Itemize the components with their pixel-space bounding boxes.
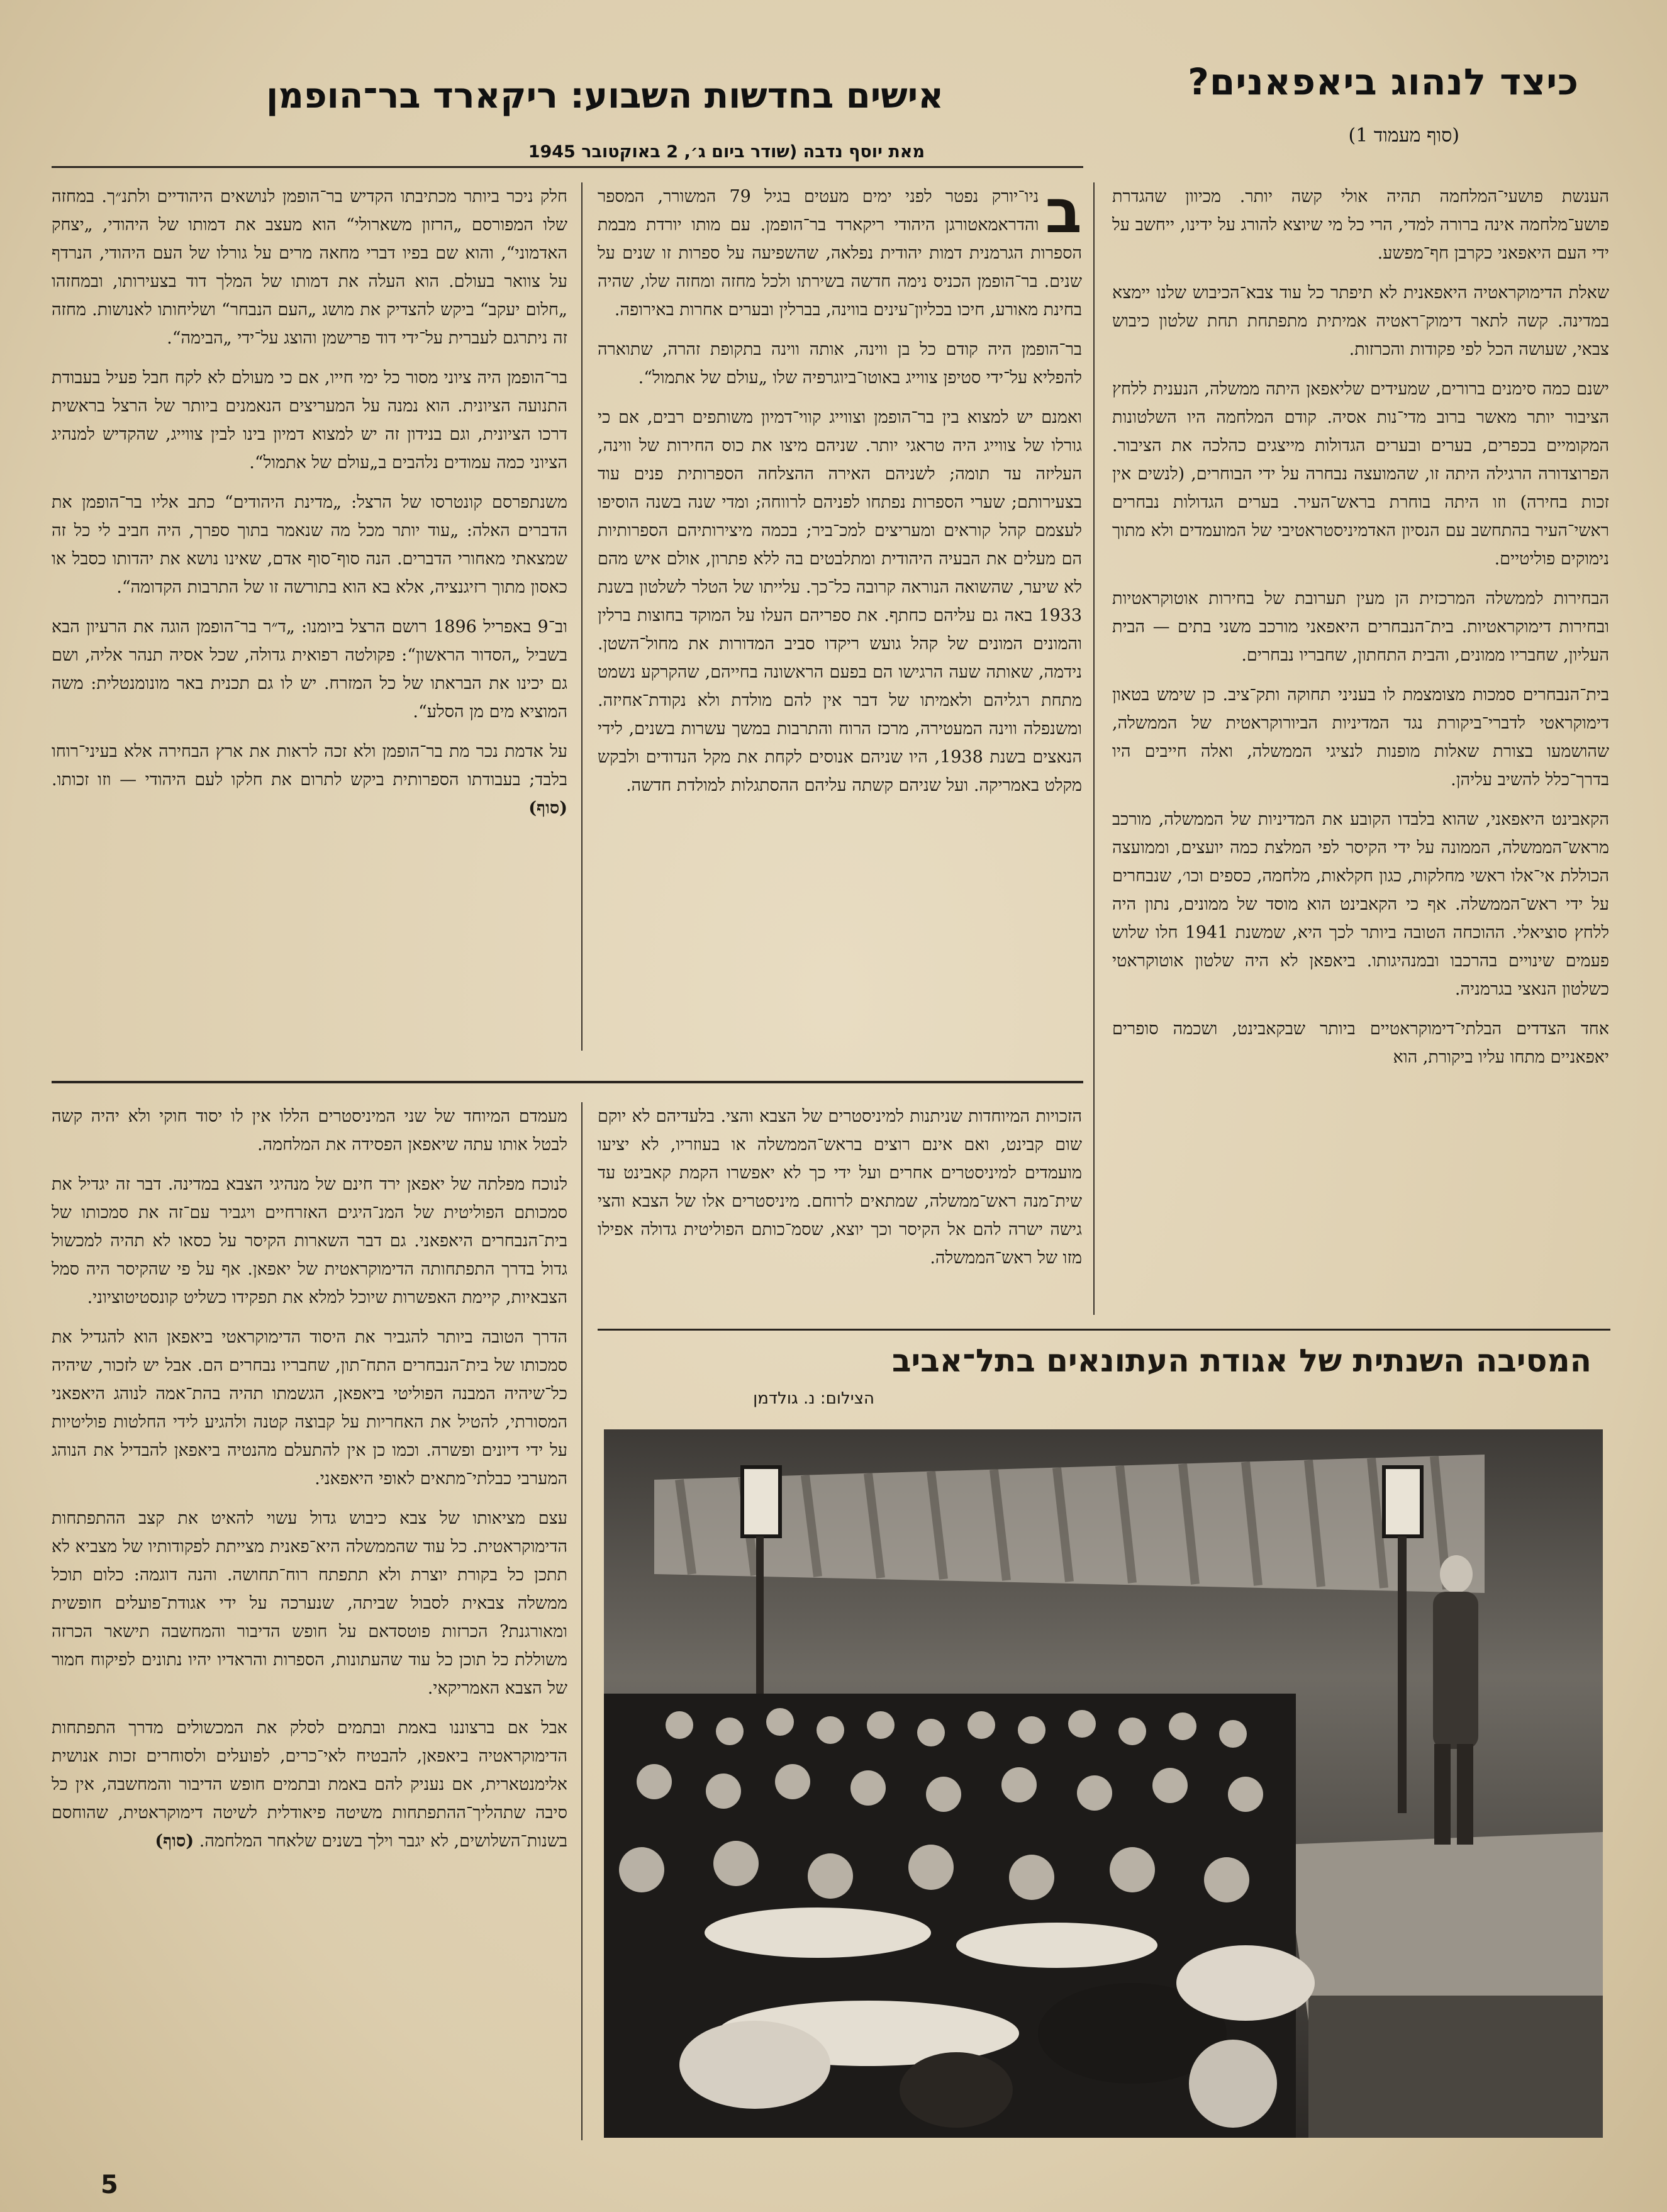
paragraph: לנוכח מפלתה של יאפאן ירד חינם של מנהיגי הצבא במדינה. דבר זה יגדיל את סמכותם הפוליטית של המנ־היגים האזרחיים ויגביר עם־זה את סמכותו של בית־הנבחרים היאפאני. גם דבר השארות הקיסר על כסאו לא תהיה למכשול גדול בדרך התפתחותה הדימוקראטית של יאפאן. אף על פי שהקיסר היה סמל הצבאיות, קיימת האפשרות שיוכל למלא את תפקידו כשליט קונסטיטוציוני. — [52, 1175, 567, 1307]
left-article-column-1 — [1112, 182, 1609, 1309]
right-article-column-1 — [598, 176, 1082, 1051]
left-article-column-2 — [598, 1102, 1082, 1329]
column-divider — [1093, 182, 1095, 1315]
event-photo — [604, 1429, 1603, 2138]
paragraph: ואמנם יש למצוא בין בר־הופמן וצווייג קווי־דמיון משותפים רבים, אם כי גורלו של צווייג היה טראגי יותר. שניהם מיצו את כוס החירות של ווינה, העליזה עד תומה; לשניהם האירה ההצלחה הספרותית פנים עוד בצעירותם; שערי הספרות נפתחו לפניהם לרווחה; ומדי שנה בשנה הוסיפו לעצמם קהל קוראים ומעריצים למכ־ביר; בכמה מיצירותיהם הספרותיות הם מעלים את הבעיה היהודית ומתלבטים בה ללא פתרון, אולם איש מהם לא שיער, שהשואה הנוראה קרובה כל־כך. עלייתו של הטלר לשלטון בשנת 1933 באה גם עליהם כחתף. את ספריהם העלו על המוקד בחוצות ברלין והמונים המונים של קהל גועש ריקדו סביב המדורות את מחול־השטן. נידמה, שאותה שעה הרגישו הם בפעם הראשונה בחייהם, שהקרקע נשמט מתחת רגליהם ולאמיתו של דבר אין להם מולדת ולא נקודת־אחיזה. ומשנפלה ווינה המעטירה, מרכז הרוח והתרבות במשך עשרות בשנים, לידי הנאצים בשנת 1938, היו שניהם אנוסים לקחת את מקל הנדודים ולבקש מקלט באמריקה. ועל שניהם קשתה עליהם ההסתגלות למולדת חדשה. — [598, 408, 1082, 795]
event-photo-image — [604, 1429, 1603, 2138]
paragraph: ב ניו־יורק נפטר לפני ימים מעטים בגיל 79 המשורר, המספר והדראמאטורגן היהודי ריקארד בר־הופמן. עם מותו יורדת מבמת הספרות הגרמנית דמות יהודית נפלאה, שהשפיעה על ספרות זו שנים על שנים. בר־הופמן הכניס נימה חדשה בשירתו ולכל מחזה ומחזה שלו, שהיה בחינת מאורע, חיכו בכליון־עינים בווינה, בברלין ובערים אחרות באירופה. — [598, 176, 1082, 320]
paragraph: אחד הצדדים הבלתי־דימוקראטיים ביותר שבקאבינט, ושכמה סופרים יאפאניים מתחו עליו ביקורת, הוא — [1112, 1019, 1609, 1067]
paragraph: משנתפרסם קונטרסו של הרצל: „מדינת היהודים“ כתב אליו בר־הופמן את הדברים האלה: „עוד יותר מכל מה שנאמר בתוך ספרך, היה חביב לי כל זה שמצאתי מאחורי הדברים. הנה סוף־סוף אדם, שאינו נושא את יהדותו כסבל או כאסון מתוך רזיגנציה, אלא בא הוא בתורשה זו של התרבות הקדומה“. — [52, 493, 567, 597]
paragraph: הדרך הטובה ביותר להגביר את היסוד הדימוקראטי ביאפאן הוא להגדיל את סמכותו של בית־הנבחרים התח־תון, שחבריו נבחרים הם. אבל יש לזכור, שיהיה כל־שיהיה המבנה הפוליטי ביאפאן, הגשמתו תהיה בהת־אמה לנוהג היאפאני המסורתי, להטיל את האחריות על קבוצה קטנה ולהגיע לידי החלטות פוליטיות על ידי דיונים ופשרה. וכמו כן אין להתעלם מהנטיה ביאפאן להבדיל את הנוהג המערבי כבלתי־מתאים לאופי היאפאני. — [52, 1327, 567, 1489]
column-divider — [581, 182, 583, 1051]
end-mark: (סוף) — [155, 1831, 194, 1851]
end-mark: (סוף) — [528, 798, 567, 818]
paragraph: אבל אם ברצוננו באמת ובתמים לסלק את המכשולים מדרך התפתחות הדימוקראטיה ביאפאן, להבטיח לאי־כרים, לפועלים ולסוחרים זכות אנושית אלימנטארית, אם נעניק להם באמת ובתמים חופש הדיבור והמחשבה, אין כל סיבה שתהליך־ההתפתחות משיטה פיאודלית לשיטה דימוקראטית, שהוחסם בשנות־השלושים, לא יגבר וילך בשנים שלאחר המלחמה. (סוף) — [52, 1718, 567, 1851]
paragraph: בית־הנבחרים סמכות מצומצמת לו בעניני תחוקה ותק־ציב. כן שימש בטאון דימוקראטי לדברי־ביקורת נגד המדיניות הביורוקראטית של הממשלה, שהושמעו בצורת שאלות מופנות לנציגי הממשלה, ואלה חייבים היו בדרך־כלל להשיב עליהן. — [1112, 685, 1609, 790]
left-article-column-3 — [52, 1102, 567, 2134]
page-number: 5 — [101, 2170, 118, 2199]
paragraph: בר־הופמן היה קודם כל בן ווינה, אותה ווינה בתקופת זהרה, שתוארה להפליא על־ידי סטיפן צווייג באוטו־ביוגרפיה שלו „עולם של אתמול“. — [598, 340, 1082, 388]
left-article-continued: (סוף מעמוד 1) — [1348, 125, 1459, 147]
paragraph: ישנם כמה סימנים ברורים, שמעידים שליאפאן היתה ממשלה, הנענית ללחץ הציבור יותר מאשר ברוב מדי־נות אסיה. קודם המלחמה היו השלטונות המקומיים בכפרים, בערים ובערים הגדולות מייצגים כהלכה את הציבור. הפרוצדורה הרגילה היתה זו, שהמועצה נבחרה על ידי הבוחרים, (לנשים אין זכות בחירה) וזו היתה בוחרת בראש־העיר. בערים הגדולות נבחרים ראשי־העיר בהתחשב עם הנסיון האדמיניסטראטיבי של המועמדים ולא מתוך נימוקים פוליטיים. — [1112, 379, 1609, 569]
paragraph: מעמדם המיוחד של שני המיניסטרים הללו אין לו יסוד חוקי ולא יהיה קשה לבטל אותו עתה שיאפאן הפסידה את המלחמה. — [52, 1107, 567, 1154]
paragraph: וב־9 באפריל 1896 רושם הרצל ביומנו: „ד״ר בר־הופמן הוגה את הרעיון הבא בשביל „הסדור הראשון“: פקולטה רפואית גדולה, שכל אסיה תנהר אליה, ושם גם יכינו את הבראתו של כל המזרח. יש לו גם תכנית באר מונומנטלית: משה המוציא מים מן הסלע“. — [52, 617, 568, 722]
right-article-title: אישים בחדשות השבוע: ריקארד בר־הופמן — [266, 75, 944, 116]
paragraph: שאלת הדימוקראטיה היאפאנית לא תיפתר כל עוד צבא־הכיבוש שלנו יימצא במדינה. קשה לתאר דימוק־ראטיה אמיתית מתפתחת תחת שלטון כיבוש צבאי, שעושה הכל לפי פקודות והכרזות. — [1112, 283, 1609, 359]
photo-credit: הצילום: נ. גולדמן — [753, 1389, 874, 1408]
paragraph: חלק ניכר ביותר מכתיבתו הקדיש בר־הופמן לנושאים היהודיים ולתנ״ך. במחזה שלו המפורסם „הרזון משארולי“ הוא מעצב את דמותו של היהודי, „יצחק האדמוני“, והוא שם בפיו דברי מחאה מרים על גורלו של העם היהודי, הנרדף על צוואר בעולם. הוא העלה את דמותו של המלך דוד בצעירותו, ובמחזהו „חלום יעקב“ ביקש להצדיק את מושג „העם הנבחר“ ושליחותו לאנושות. מחזה זה ניתרגם לעברית על־ידי דוד פרישמן והוצג על־ידי „הבימה“. — [52, 187, 567, 348]
header-rule — [52, 166, 1083, 168]
column-divider — [581, 1102, 583, 2140]
paragraph: הבחירות לממשלה המרכזית הן מעין תערובת של בחירות אוטוקראטיות ובחירות דימוקראטיות. בית־הנבחרים היאפאני מורכב משני בתים — הבית העליון, שחבריו ממונים, והבית התחתון, שחבריו נבחרים. — [1112, 589, 1609, 665]
section-rule — [52, 1081, 1083, 1083]
paragraph: הענשת פושעי־המלחמה תהיה אולי קשה יותר. מכיוון שהגדרת פושע־מלחמה אינה ברורה למדי, הרי כל מי שיוצא להורג על ידינו, ייחשב על ידי העם היאפאני כקרבן חף־מפשע. — [1112, 187, 1609, 263]
right-article-column-2 — [52, 182, 567, 1051]
right-article-byline: מאת יוסף נדבה (שודר ביום ג׳, 2 באוקטובר 1945 — [528, 142, 925, 162]
drop-cap: ב — [1045, 176, 1082, 247]
left-article-title: כיצד לנהוג ביאפאנים? — [1188, 60, 1579, 103]
photo-rule — [598, 1329, 1610, 1331]
paragraph: הקאבינט היאפאני, שהוא בלבדו הקובע את המדיניות של הממשלה, מורכב מראש־הממשלה, הממונה על ידי הקיסר לפי המלצת כמה יועצים, וממועצה הכוללת אי־אלו ראשי מחלקות, כגון חקלאות, מלחמה, כספים וכו׳, שנבחרים על ידי ראש־הממשלה. אף כי הקאבינט הוא מוסד של ממונים, נתון היה ללחץ סוציאלי. ההוכחה הטובה ביותר לכך היא, שמשנת 1941 חלו שלוש פעמים שינויים בהרכבו ובמנהיגותו. ביאפאן לא היה שלטון אוטוקראטי כשלטון הנאצי בגרמניה. — [1112, 810, 1609, 999]
paragraph: הזכויות המיוחדות שניתנות למיניסטרים של הצבא והצי. בלעדיהם לא יוקם שום קבינט, ואם אינם רוצים בראש־הממשלה או בעוזריו, לא יציעו מועמדים למיניסטרים אחרים ועל ידי כך לא יאפשרו הקמת קאבינט עד שית־מנה ראש־ממשלה, שמתאים לרוחם. מיניסטרים אלו של הצבא והצי גישה ישרה להם אל הקיסר וכך יוצא, שסמ־כותם הפוליטית גדולה אפילו מזו של ראש־הממשלה. — [598, 1107, 1082, 1268]
paragraph: בר־הופמן היה ציוני מסור כל ימי חייו, אם כי מעולם לא לקח חבל פעיל בעבודת התנועה הציונית. הוא נמנה על המעריצים הנאמנים ביותר של הרצל בראשית דרכו הציונית, וגם בנידון זה יש למצוא דמיון בינו לבין צווייג, שהקדיש למנהיג הציוני כמה עמודים נלהבים ב„עולם של אתמול“. — [52, 368, 567, 472]
photo-title: המסיבה השנתית של אגודת העתונאים בתל־אביב — [891, 1343, 1592, 1379]
paragraph: על אדמת נכר מת בר־הופמן ולא זכה לראות את ארץ הבחירה אלא בעיני־רוחו בלבד; בעבודתו הספרותית ביקש לתרום את חלקו לעם היהודי — וזו זכותו. (סוף) — [52, 742, 567, 818]
paragraph: עצם מציאותו של צבא כיבוש גדול עשוי להאיט את קצב ההתפתחות הדימוקראטית. כל עוד שהממשלה היא־פאנית מצייתת לפקודותיו של מצביא לא תתכן כל בקורת יוצרת ולא תתפתח רוח־תחושה. והנה דוגמה: כלום תוכל ממשלה צבאית לסבול שביתה, שנערכה על ידי אגודת־פועלים חופשית ומאורגנת? הכרזות פוטסדאם על חופש הדיבור והמחשבה תישאר הכרזה משוללת כל תוכן כל עוד שהעתונות, הספרות והראדיו יהיו נתונים לפיקוח חמור של הצבא האמריקאי. — [52, 1509, 567, 1698]
